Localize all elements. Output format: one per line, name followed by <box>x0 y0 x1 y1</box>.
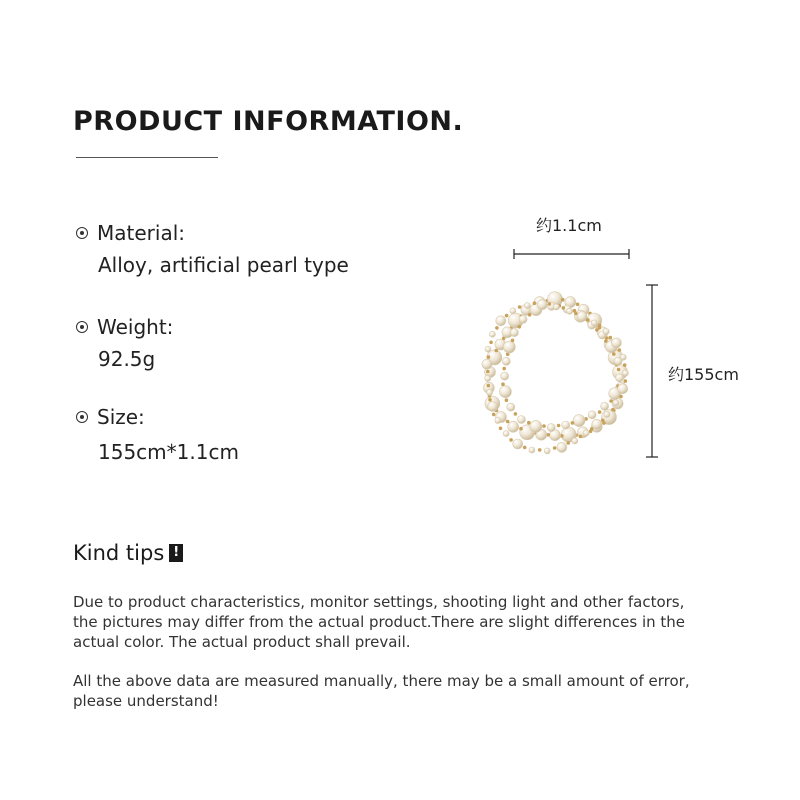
gold-bead <box>509 438 513 442</box>
pearl-bead <box>507 403 515 411</box>
pearl-bead <box>547 424 555 432</box>
gold-bead <box>502 367 506 371</box>
gold-bead <box>486 370 490 374</box>
gold-bead <box>623 363 627 367</box>
pearl-bead <box>513 439 523 449</box>
gold-bead <box>523 446 527 450</box>
pearl-bead <box>557 442 567 452</box>
pearl-bead <box>544 448 550 454</box>
pearl-bead <box>616 374 624 382</box>
gold-bead <box>505 314 509 318</box>
gold-bead <box>612 352 616 356</box>
gold-bead <box>528 313 532 317</box>
pearl-bead <box>601 402 609 410</box>
gold-bead <box>487 384 491 388</box>
gold-bead <box>514 412 518 416</box>
pearl-bead <box>604 412 610 418</box>
pearl-bead <box>487 390 493 396</box>
gold-bead <box>576 303 580 307</box>
pearl-bead <box>567 308 573 314</box>
gold-bead <box>495 326 499 330</box>
gold-bead <box>518 305 522 309</box>
pearl-bead <box>485 346 491 352</box>
pearl-bead <box>613 400 619 406</box>
gold-bead <box>505 398 509 402</box>
pearl-bead <box>603 329 609 335</box>
gold-bead <box>611 408 615 412</box>
gold-bead <box>489 341 493 345</box>
pearl-bead <box>553 304 559 310</box>
gold-bead <box>553 446 557 450</box>
pearl-bead <box>501 372 509 380</box>
tips-paragraph: All the above data are measured manually, there may be a small amount of error, please understand! <box>73 672 690 710</box>
gold-bead <box>561 298 565 302</box>
exclamation-icon: ! <box>169 544 183 562</box>
gold-bead <box>527 421 531 425</box>
pearl-bead <box>620 354 626 360</box>
spec-value: 155cm*1.1cm <box>98 440 239 464</box>
gold-bead <box>586 318 590 322</box>
pearl-bead <box>530 420 542 432</box>
gold-bead <box>571 421 575 425</box>
pearl-bead <box>573 415 585 427</box>
pearl-bead <box>495 418 501 424</box>
width-dimension-label: 约1.1cm <box>536 216 602 235</box>
gold-bead <box>562 306 566 310</box>
gold-bead <box>618 348 622 352</box>
gold-bead <box>542 424 546 428</box>
pearl-bead <box>510 329 518 337</box>
pearl-bead <box>502 357 510 365</box>
gold-bead <box>566 441 570 445</box>
page-title: PRODUCT INFORMATION. <box>73 106 464 137</box>
gold-bead <box>598 410 602 414</box>
gold-bead <box>492 413 496 417</box>
gold-bead <box>598 326 602 330</box>
pearl-bead <box>611 338 621 348</box>
gold-bead <box>538 448 542 452</box>
pearl-bead <box>591 320 597 326</box>
pearl-bead <box>592 419 602 429</box>
spec-value: 92.5g <box>98 347 156 371</box>
gold-bead <box>488 398 492 402</box>
gold-bead <box>519 427 523 431</box>
pearl-bead <box>510 308 516 314</box>
pearl-bead <box>499 386 511 398</box>
gold-bead <box>624 379 628 383</box>
pearl-bead <box>577 312 587 322</box>
gold-bead <box>590 427 594 431</box>
width-dimension-line <box>514 249 629 259</box>
pearl-bead <box>618 384 628 394</box>
pearl-necklace <box>482 292 629 454</box>
length-dimension-line <box>646 285 658 457</box>
spec-label: Material: <box>97 221 185 245</box>
spec-label: Size: <box>97 405 145 429</box>
gold-bead <box>501 382 505 386</box>
pearl-bead <box>496 316 506 326</box>
pearl-bead <box>503 431 509 437</box>
kind-tips-heading <box>73 541 183 565</box>
gold-bead <box>499 427 503 431</box>
gold-bead <box>511 339 515 343</box>
gold-bead <box>548 302 552 306</box>
length-dimension-label: 约155cm <box>668 365 739 384</box>
gold-bead <box>487 355 491 359</box>
pearl-bead <box>572 438 578 444</box>
pearl-bead <box>562 421 570 429</box>
pearl-bead <box>485 376 491 382</box>
pearl-bead <box>503 341 515 353</box>
pearl-bead <box>529 447 535 453</box>
pearl-bead <box>519 315 527 323</box>
gold-bead <box>506 420 510 424</box>
spec-label: Weight: <box>97 315 174 339</box>
pearl-bead <box>508 421 519 432</box>
tips-paragraph: Due to product characteristics, monitor settings, shooting light and other factors, the pictures may differ from the actual product.There are slight differences in the actual color. The actual product shall prevail. <box>73 593 685 651</box>
pearl-bead <box>488 402 498 412</box>
gold-bead <box>619 395 623 399</box>
gold-bead <box>609 399 613 403</box>
pearl-bead <box>524 303 530 309</box>
pearl-bead <box>588 411 596 419</box>
gold-bead <box>609 336 613 340</box>
pearl-bead <box>482 359 492 369</box>
pearl-bead <box>489 331 495 337</box>
kind-tips-title: Kind tips <box>73 541 165 565</box>
spec-value: Alloy, artificial pearl type <box>98 253 349 277</box>
gold-bead <box>579 435 583 439</box>
gold-bead <box>617 368 621 372</box>
pearl-bead <box>537 300 547 310</box>
gold-bead <box>533 301 537 305</box>
pearl-bead <box>622 370 628 376</box>
pearl-bead <box>583 430 589 436</box>
gold-bead <box>601 419 605 423</box>
gold-bead <box>557 424 561 428</box>
pearl-bead <box>517 416 525 424</box>
gold-bead <box>518 325 522 329</box>
